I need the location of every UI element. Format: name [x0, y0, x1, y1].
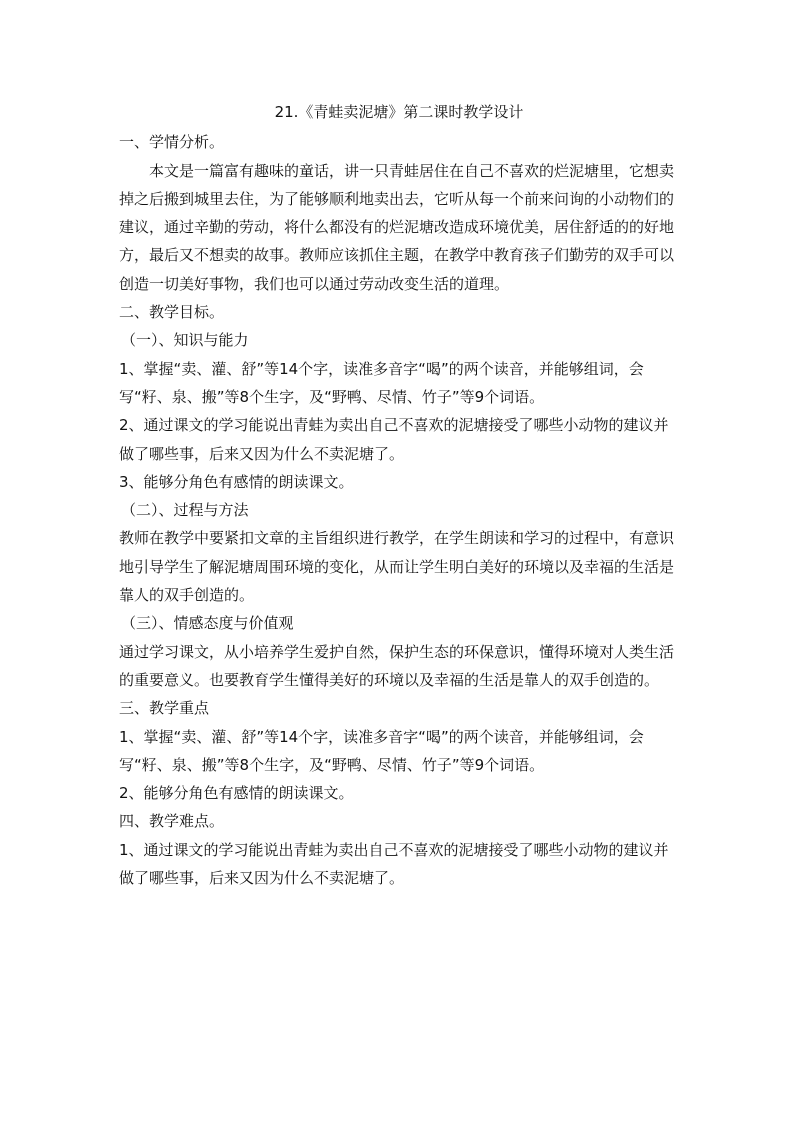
section-heading-objectives: 二、教学目标。: [119, 303, 225, 322]
section-heading-difficulties: 四、教学难点。: [119, 812, 225, 831]
process-paragraph: 教师在教学中要紧扣文章的主旨组织进行教学，在学生朗读和学习的过程中，有意识地引导学生了解泥塘周围环境的变化，从而让学生明白美好的环境以及幸福的生活是靠人的双手创造的。: [119, 529, 675, 605]
key-point-item: 1、掌握“卖、灌、舒”等14个字，读准多音字“喝”的两个读音，并能够组词，会写“籽、泉、搬”等8个生字，及“野鸭、尽情、竹子”等9个词语。: [119, 727, 644, 774]
analysis-paragraph: 本文是一篇富有趣味的童话，讲一只青蛙居住在自己不喜欢的烂泥塘里，它想卖掉之后搬到城里去住，为了能够顺利地卖出去，它听从每一个前来问询的小动物们的建议，通过辛勤的劳动，将什么都没有的烂泥塘改造成环境优美，居住舒适的的好地方，最后又不想卖的故事。教师应该抓住主题，在教学中教育孩子们勤劳的双手可以创造一切美好事物，我们也可以通过劳动改变生活的道理。: [119, 161, 675, 293]
attitude-paragraph: 通过学习课文，从小培养学生爱护自然，保护生态的环保意识，懂得环境对人类生活的重要意义。也要教育学生懂得美好的环境以及幸福的生活是靠人的双手创造的。: [119, 642, 675, 689]
subsection-heading-process: （二）、过程与方法: [121, 501, 249, 520]
section-heading-key-points: 三、教学重点: [119, 699, 210, 718]
objective-item: 3、能够分角色有感情的朗读课文。: [119, 472, 354, 491]
objective-item: 1、掌握“卖、灌、舒”等14个字，读准多音字“喝”的两个读音，并能够组词，会写“籽、泉、搬”等8个生字，及“野鸭、尽情、竹子”等9个词语。: [119, 359, 644, 406]
document-title: 21.《青蛙卖泥塘》第二课时教学设计: [274, 103, 524, 121]
objective-item: 2、通过课文的学习能说出青蛙为卖出自己不喜欢的泥塘接受了哪些小动物的建议并做了哪些事，后来又因为什么不卖泥塘了。: [119, 416, 669, 463]
subsection-heading-knowledge: （一）、知识与能力: [121, 331, 249, 350]
document-body: [119, 98, 679, 892]
difficulty-item: 1、通过课文的学习能说出青蛙为卖出自己不喜欢的泥塘接受了哪些小动物的建议并做了哪些事，后来又因为什么不卖泥塘了。: [119, 840, 669, 888]
subsection-heading-attitude: （三）、情感态度与价值观: [121, 614, 294, 633]
key-point-item: 2、能够分角色有感情的朗读课文。: [119, 784, 354, 803]
section-heading-analysis: 一、学情分析。: [119, 133, 225, 152]
